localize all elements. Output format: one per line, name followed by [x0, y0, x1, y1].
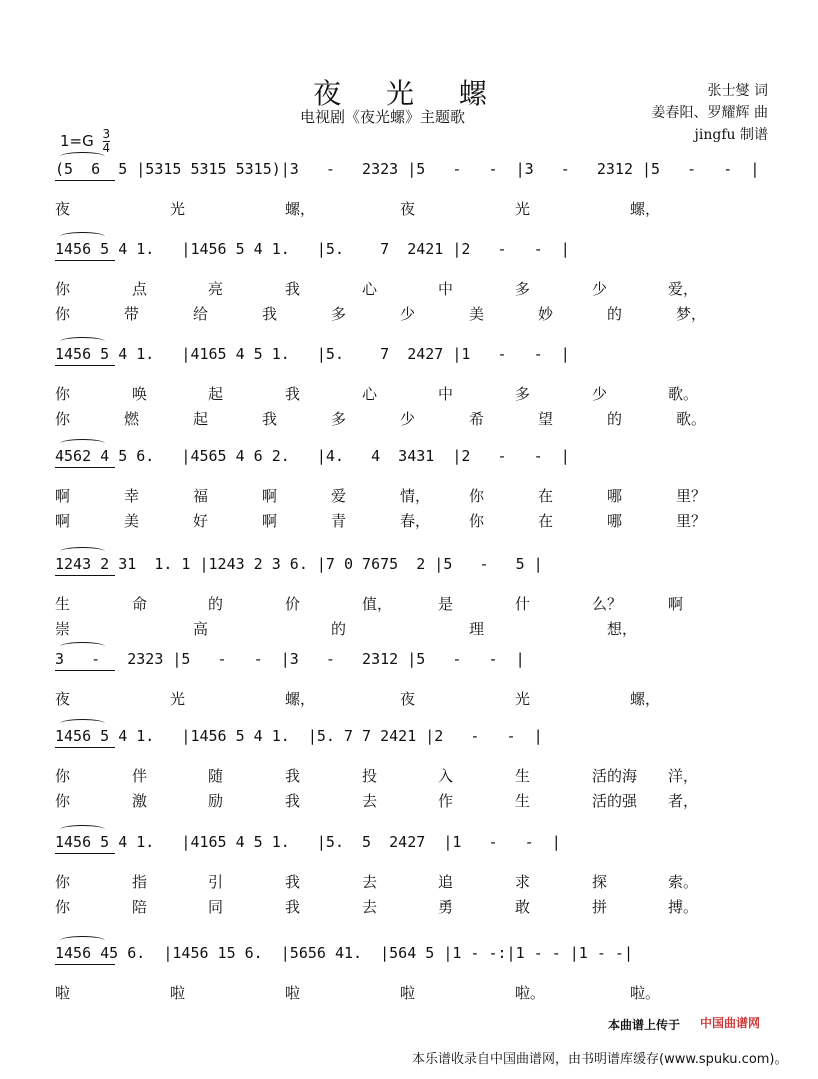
lyric-word: 美 — [124, 512, 140, 530]
lyric-word: 的 — [607, 410, 623, 428]
lyric-word: 心 — [362, 385, 378, 403]
lyric-word: 梦， — [676, 305, 707, 323]
lyric-word: 引 — [208, 873, 224, 891]
composer-credit: 姜春阳、罗耀辉 曲 — [651, 105, 768, 121]
lyric-word: 入 — [438, 767, 454, 785]
notation-line: 4562 4 5 6. |4565 4 6 2. |4. 4 3431 |2 - - | — [55, 447, 570, 465]
lyric-word: 活的强 — [592, 792, 638, 810]
lyric-word: 命 — [132, 595, 148, 613]
song-subtitle: 电视剧《夜光螺》主题歌 — [300, 108, 466, 126]
credits — [652, 80, 768, 146]
lyric-word: 好 — [193, 512, 209, 530]
lyric-word: 螺， — [630, 690, 661, 708]
lyric-word: 我 — [285, 898, 301, 916]
lyric-word: 啊 — [55, 487, 71, 505]
lyric-word: 敢 — [515, 898, 531, 916]
lyric-word: 搏。 — [668, 898, 699, 916]
lyric-word: 福 — [193, 487, 209, 505]
key-signature — [60, 128, 110, 155]
lyric-word: 少 — [592, 280, 608, 298]
beam-line — [55, 853, 115, 854]
lyric-word: 的 — [208, 595, 224, 613]
lyric-word: 生 — [515, 792, 531, 810]
slur-mark — [60, 936, 105, 945]
lyric-word: 在 — [538, 487, 554, 505]
lyric-word: 夜 — [400, 200, 416, 218]
lyric-word: 理 — [469, 620, 485, 638]
lyric-word: 同 — [208, 898, 224, 916]
lyric-word: 生 — [55, 595, 71, 613]
lyric-word: 带 — [124, 305, 140, 323]
lyric-word: 多 — [515, 280, 531, 298]
slur-mark — [60, 719, 105, 728]
notation-line: 1243 2 31 1. 1 |1243 2 3 6. |7 0 7675 2 |5 - 5 | — [55, 555, 543, 573]
beam-line — [55, 467, 115, 468]
lyric-word: 啊 — [262, 512, 278, 530]
lyric-word: 给 — [193, 305, 209, 323]
lyric-word: 中 — [438, 385, 454, 403]
lyric-word: 想， — [607, 620, 638, 638]
lyric-word: 啊 — [668, 595, 684, 613]
lyric-word: 螺， — [630, 200, 661, 218]
lyric-word: 价 — [285, 595, 301, 613]
lyric-word: 我 — [262, 305, 278, 323]
lyric-word: 你 — [55, 898, 71, 916]
lyric-word: 励 — [208, 792, 224, 810]
lyric-word: 值， — [362, 595, 393, 613]
lyric-word: 美 — [469, 305, 485, 323]
lyric-word: 你 — [55, 305, 71, 323]
lyric-word: 拼 — [592, 898, 608, 916]
lyric-word: 作 — [438, 792, 454, 810]
lyric-word: 亮 — [208, 280, 224, 298]
song-title: 夜 光 螺 — [313, 77, 505, 110]
lyric-word: 什 — [515, 595, 531, 613]
lyric-word: 索。 — [668, 873, 699, 891]
slur-mark — [60, 642, 105, 651]
lyric-word: 螺， — [285, 200, 316, 218]
lyric-word: 啦 — [400, 984, 416, 1002]
notation-line: 1456 5 4 1. |1456 5 4 1. |5. 7 7 2421 |2 - - | — [55, 727, 543, 745]
site-logo: 中国曲谱网 — [700, 1016, 761, 1030]
lyric-word: 你 — [55, 767, 71, 785]
beam-line — [55, 747, 115, 748]
lyric-word: 少 — [400, 305, 416, 323]
slur-mark — [60, 152, 105, 161]
lyric-word: 螺， — [285, 690, 316, 708]
lyric-word: 是 — [438, 595, 454, 613]
key-label: 1=G — [60, 132, 94, 150]
lyric-word: 光 — [515, 200, 531, 218]
notation-line: 1456 5 4 1. |4165 4 5 1. |5. 7 2427 |1 - - | — [55, 345, 570, 363]
lyric-word: 光 — [515, 690, 531, 708]
lyric-word: 伴 — [132, 767, 148, 785]
lyric-word: 你 — [55, 410, 71, 428]
lyric-word: 春， — [400, 512, 431, 530]
meter-top: 3 — [102, 127, 111, 141]
lyric-word: 求 — [515, 873, 531, 891]
lyric-word: 起 — [193, 410, 209, 428]
notation-line: 1456 5 4 1. |4165 4 5 1. |5. 5 2427 |1 - - | — [55, 833, 561, 851]
lyric-word: 我 — [285, 280, 301, 298]
lyric-word: 啊 — [262, 487, 278, 505]
transcriber-credit: jingfu 制谱 — [694, 127, 768, 143]
lyric-word: 啦 — [55, 984, 71, 1002]
notation-line: 1456 5 4 1. |1456 5 4 1. |5. 7 2421 |2 - - | — [55, 240, 570, 258]
lyric-word: 多 — [331, 305, 347, 323]
lyric-word: 啊 — [55, 512, 71, 530]
lyric-word: 的 — [607, 305, 623, 323]
lyric-word: 哪 — [607, 512, 623, 530]
lyric-word: 啦 — [170, 984, 186, 1002]
lyric-word: 我 — [285, 385, 301, 403]
lyric-word: 你 — [469, 512, 485, 530]
lyric-word: 心 — [362, 280, 378, 298]
lyric-word: 燃 — [124, 410, 140, 428]
lyric-word: 歌。 — [676, 410, 707, 428]
lyric-word: 高 — [193, 620, 209, 638]
lyric-word: 陪 — [132, 898, 148, 916]
lyric-word: 爱 — [331, 487, 347, 505]
lyric-word: 夜 — [55, 200, 71, 218]
lyric-word: 随 — [208, 767, 224, 785]
beam-line — [55, 260, 115, 261]
lyric-word: 起 — [208, 385, 224, 403]
notation-line: 3 - 2323 |5 - - |3 - 2312 |5 - - | — [55, 650, 525, 668]
lyric-word: 光 — [170, 200, 186, 218]
lyric-word: 在 — [538, 512, 554, 530]
lyric-word: 望 — [538, 410, 554, 428]
lyric-word: 追 — [438, 873, 454, 891]
lyric-word: 我 — [285, 873, 301, 891]
lyric-word: 去 — [362, 898, 378, 916]
lyric-word: 多 — [331, 410, 347, 428]
beam-line — [55, 575, 115, 576]
lyric-word: 我 — [262, 410, 278, 428]
lyric-word: 中 — [438, 280, 454, 298]
notation-line: (5 6 5 |5315 5315 5315)|3 - 2323 |5 - - |3 - 2312 |5 - - | — [55, 160, 760, 178]
lyric-word: 你 — [469, 487, 485, 505]
lyric-word: 唤 — [132, 385, 148, 403]
lyric-word: 少 — [592, 385, 608, 403]
lyric-word: 活的海 — [592, 767, 638, 785]
lyricist-credit: 张士燮 词 — [707, 83, 768, 99]
beam-line — [55, 365, 115, 366]
meter-bottom: 4 — [102, 141, 111, 155]
slur-mark — [60, 232, 105, 241]
lyric-word: 光 — [170, 690, 186, 708]
lyric-word: 里？ — [676, 487, 707, 505]
lyric-word: 我 — [285, 792, 301, 810]
time-signature — [103, 128, 111, 155]
lyric-word: 者， — [668, 792, 699, 810]
lyric-word: 你 — [55, 792, 71, 810]
lyric-word: 的 — [331, 620, 347, 638]
lyric-word: 歌。 — [668, 385, 699, 403]
lyric-word: 少 — [400, 410, 416, 428]
lyric-word: 激 — [132, 792, 148, 810]
lyric-word: 去 — [362, 792, 378, 810]
lyric-word: 崇 — [55, 620, 71, 638]
lyric-word: 妙 — [538, 305, 554, 323]
lyric-word: 多 — [515, 385, 531, 403]
lyric-word: 青 — [331, 512, 347, 530]
notation-line: 1456 45 6. |1456 15 6. |5656 41. |564 5 |1 - -:|1 - - |1 - -| — [55, 944, 633, 962]
lyric-word: 么？ — [592, 595, 623, 613]
slur-mark — [60, 439, 105, 448]
lyric-word: 哪 — [607, 487, 623, 505]
lyric-word: 投 — [362, 767, 378, 785]
lyric-word: 我 — [285, 767, 301, 785]
lyric-word: 探 — [592, 873, 608, 891]
lyric-word: 洋， — [668, 767, 699, 785]
slur-mark — [60, 547, 105, 556]
lyric-word: 情， — [400, 487, 431, 505]
lyric-word: 夜 — [55, 690, 71, 708]
lyric-word: 希 — [469, 410, 485, 428]
beam-line — [55, 964, 115, 965]
source-footer: 本乐谱收录自中国曲谱网，由书明谱库缓存(www.spuku.com)。 — [412, 1052, 788, 1067]
lyric-word: 你 — [55, 385, 71, 403]
slur-mark — [60, 337, 105, 346]
lyric-word: 指 — [132, 873, 148, 891]
slur-mark — [60, 825, 105, 834]
upload-note: 本曲谱上传于 — [608, 1018, 681, 1032]
lyric-word: 夜 — [400, 690, 416, 708]
lyric-word: 你 — [55, 873, 71, 891]
lyric-word: 里？ — [676, 512, 707, 530]
lyric-word: 幸 — [124, 487, 140, 505]
lyric-word: 啦。 — [630, 984, 661, 1002]
lyric-word: 爱， — [668, 280, 699, 298]
beam-line — [55, 180, 115, 181]
lyric-word: 勇 — [438, 898, 454, 916]
lyric-word: 你 — [55, 280, 71, 298]
lyric-word: 啦。 — [515, 984, 546, 1002]
lyric-word: 生 — [515, 767, 531, 785]
lyric-word: 啦 — [285, 984, 301, 1002]
lyric-word: 去 — [362, 873, 378, 891]
lyric-word: 点 — [132, 280, 148, 298]
beam-line — [55, 670, 115, 671]
